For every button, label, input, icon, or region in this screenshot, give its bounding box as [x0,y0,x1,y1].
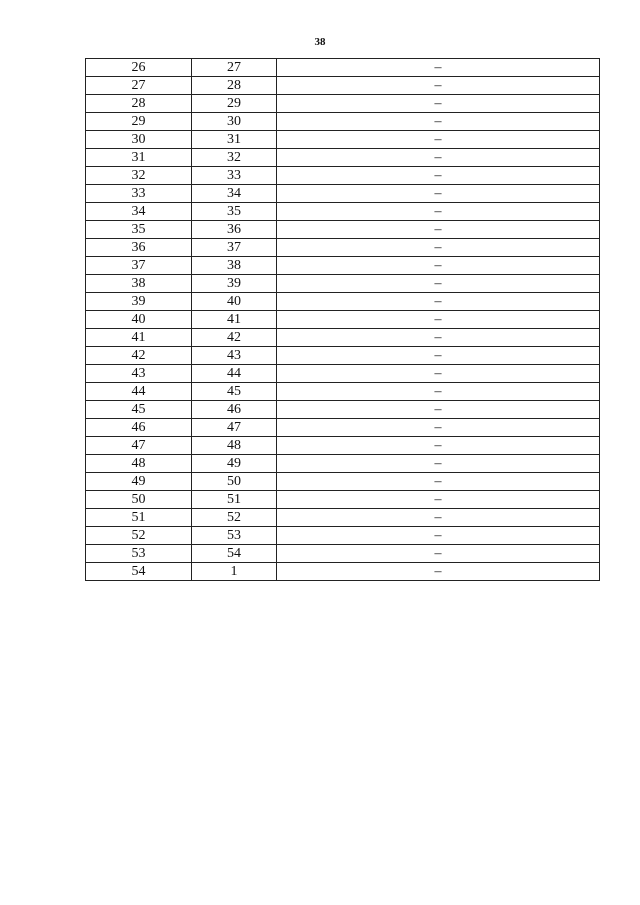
table-cell: 45 [192,383,277,401]
table-cell: 32 [86,167,192,185]
table-cell: 34 [86,203,192,221]
table-cell: 47 [86,437,192,455]
table-cell: – [277,437,600,455]
table-cell: – [277,95,600,113]
table-row [86,275,600,293]
table-cell: – [277,545,600,563]
table-cell: 42 [86,347,192,365]
table-cell: 51 [86,509,192,527]
table-cell: 46 [192,401,277,419]
table-cell: – [277,491,600,509]
table-body [86,59,600,581]
table-cell: 48 [192,437,277,455]
table-cell: 44 [192,365,277,383]
table-cell: 36 [192,221,277,239]
table-cell: 38 [86,275,192,293]
table-row [86,329,600,347]
data-table [85,58,600,581]
table-row [86,203,600,221]
table-row [86,401,600,419]
table-row [86,419,600,437]
table-cell: 33 [192,167,277,185]
table-cell: – [277,167,600,185]
table-cell: 40 [192,293,277,311]
table-row [86,311,600,329]
table-cell: 27 [192,59,277,77]
table-row [86,95,600,113]
table-cell: 48 [86,455,192,473]
table-cell: 31 [192,131,277,149]
table-cell: 43 [86,365,192,383]
table-cell: – [277,365,600,383]
table-row [86,59,600,77]
table-cell: 39 [86,293,192,311]
table-row [86,563,600,581]
table-cell: 30 [86,131,192,149]
table-cell: – [277,77,600,95]
table-cell: 32 [192,149,277,167]
table-cell: – [277,203,600,221]
table-cell: 49 [86,473,192,491]
table-cell: – [277,419,600,437]
table-row [86,509,600,527]
table-row [86,347,600,365]
table-cell: 31 [86,149,192,167]
table-cell: – [277,401,600,419]
table-cell: 33 [86,185,192,203]
table-cell: 46 [86,419,192,437]
table-cell: – [277,113,600,131]
table-row [86,149,600,167]
table-cell: 39 [192,275,277,293]
table-row [86,365,600,383]
table-cell: 29 [86,113,192,131]
table-row [86,77,600,95]
table-cell: 29 [192,95,277,113]
table-cell: 44 [86,383,192,401]
table-cell: – [277,275,600,293]
table-cell: 47 [192,419,277,437]
table-cell: 50 [192,473,277,491]
table-cell: 50 [86,491,192,509]
table-row [86,293,600,311]
table-row [86,545,600,563]
table-row [86,167,600,185]
table-cell: – [277,455,600,473]
table-row [86,221,600,239]
table-row [86,455,600,473]
table-cell: – [277,509,600,527]
table-cell: 37 [192,239,277,257]
table-row [86,131,600,149]
table-cell: – [277,293,600,311]
table-cell: 53 [86,545,192,563]
table-cell: 45 [86,401,192,419]
table-cell: 30 [192,113,277,131]
table-cell: – [277,563,600,581]
table-cell: – [277,383,600,401]
table-cell: – [277,329,600,347]
table-row [86,527,600,545]
table-cell: – [277,185,600,203]
table-cell: 28 [192,77,277,95]
table-cell: – [277,527,600,545]
table-cell: 34 [192,185,277,203]
table-row [86,185,600,203]
table-cell: 40 [86,311,192,329]
table-cell: 54 [86,563,192,581]
table-cell: – [277,221,600,239]
table-cell: – [277,239,600,257]
table-cell: 35 [192,203,277,221]
table-cell: – [277,149,600,167]
table-cell: 54 [192,545,277,563]
table-cell: 38 [192,257,277,275]
table-cell: – [277,473,600,491]
table-cell: 53 [192,527,277,545]
table-cell: – [277,59,600,77]
table-cell: 35 [86,221,192,239]
table-cell: 41 [192,311,277,329]
table-row [86,257,600,275]
table-cell: – [277,311,600,329]
table-cell: 27 [86,77,192,95]
table-row [86,437,600,455]
table-cell: 43 [192,347,277,365]
table-cell: 28 [86,95,192,113]
table-cell: 26 [86,59,192,77]
page-number: 38 [314,36,326,48]
table-cell: – [277,131,600,149]
table-cell: 1 [192,563,277,581]
table-cell: 51 [192,491,277,509]
table-cell: 41 [86,329,192,347]
table-row [86,491,600,509]
table-cell: 42 [192,329,277,347]
table-cell: 37 [86,257,192,275]
table-cell: 52 [192,509,277,527]
table-row [86,473,600,491]
table-cell: 49 [192,455,277,473]
table-cell: – [277,347,600,365]
table-row [86,239,600,257]
table-cell: – [277,257,600,275]
table-cell: 36 [86,239,192,257]
table-row [86,383,600,401]
table-row [86,113,600,131]
table-cell: 52 [86,527,192,545]
